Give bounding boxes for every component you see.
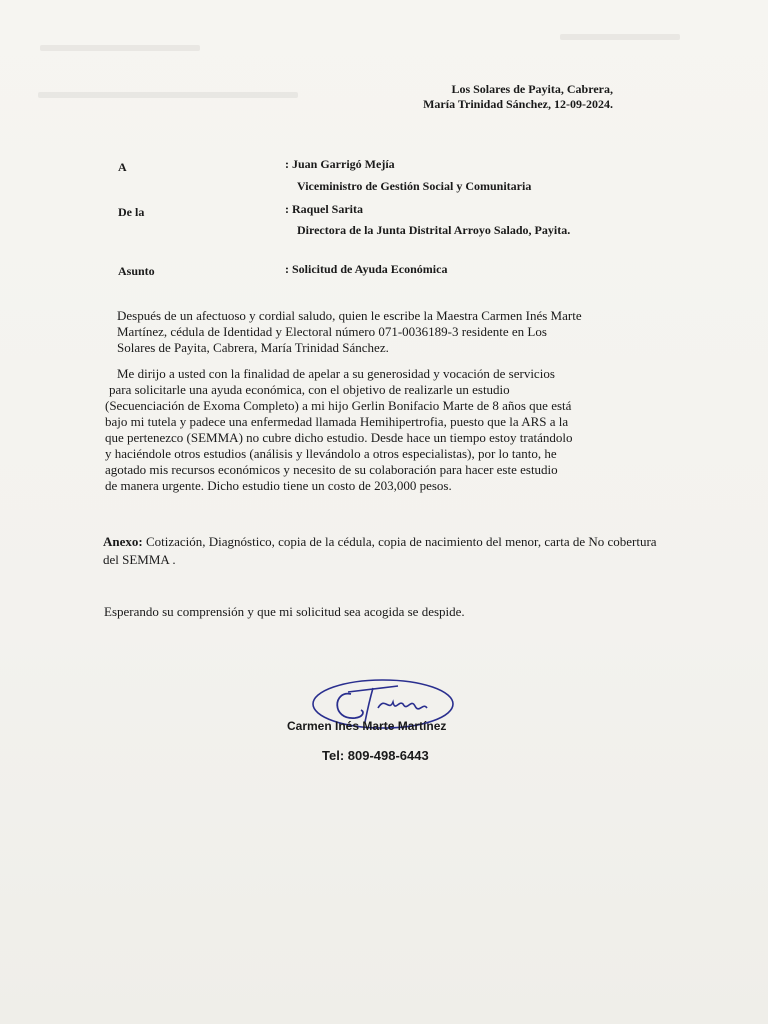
paragraph-intro <box>117 308 582 356</box>
annex-block <box>103 533 663 569</box>
subject-label: Asunto <box>118 264 155 278</box>
from-label: De la <box>118 205 145 219</box>
paragraph-line: bajo mi tutela y padece una enfermedad llamada Hemihipertrofia, puesto que la ARS a la <box>105 414 569 429</box>
paragraph-line: Martínez, cédula de Identidad y Electoral número 071-0036189-3 residente en Los <box>117 324 547 339</box>
paragraph-line: y haciéndole otros estudios (análisis y llevándolo a otros especialistas), por lo tanto, he <box>105 446 557 461</box>
signer-phone: Tel: 809-498-6443 <box>322 748 429 763</box>
annex-label: Anexo: <box>103 534 143 549</box>
to-label: A <box>118 160 127 174</box>
closing-line: Esperando su comprensión y que mi solicitud sea acogida se despide. <box>104 604 465 619</box>
paragraph-request <box>105 366 573 494</box>
subject-value: : Solicitud de Ayuda Económica <box>285 262 448 276</box>
paragraph-line: (Secuenciación de Exoma Completo) a mi hijo Gerlin Bonifacio Marte de 8 años que está <box>105 398 572 413</box>
paragraph-line: agotado mis recursos económicos y necesito de su colaboración para hacer este estudio <box>105 462 558 477</box>
from-name: : Raquel Sarita <box>285 202 363 216</box>
annex-text: Cotización, Diagnóstico, copia de la cédula, copia de nacimiento del menor, carta de No cobertura del SEMMA . <box>103 534 657 567</box>
signer-name: Carmen Inés Marte Martínez <box>287 719 447 733</box>
to-name: : Juan Garrigó Mejía <box>285 157 395 171</box>
date-line: María Trinidad Sánchez, 12-09-2024. <box>423 97 613 111</box>
paragraph-line: para solicitarle una ayuda económica, con el objetivo de realizarle un estudio <box>109 382 510 397</box>
date-block <box>423 82 613 112</box>
paragraph-line: Me dirijo a usted con la finalidad de apelar a su generosidad y vocación de servicios <box>117 366 555 381</box>
paragraph-line: Después de un afectuoso y cordial saludo, quien le escribe la Maestra Carmen Inés Marte <box>117 308 582 323</box>
place-line: Los Solares de Payita, Cabrera, <box>451 82 613 96</box>
bleed-through-mark <box>38 92 298 98</box>
paragraph-line: que pertenezco (SEMMA) no cubre dicho estudio. Desde hace un tiempo estoy tratándolo <box>105 430 573 445</box>
from-title: Directora de la Junta Distrital Arroyo Salado, Payita. <box>297 223 571 237</box>
bleed-through-mark <box>40 45 200 51</box>
paragraph-line: Solares de Payita, Cabrera, María Trinidad Sánchez. <box>117 340 389 355</box>
paragraph-line: de manera urgente. Dicho estudio tiene un costo de 203,000 pesos. <box>105 478 452 493</box>
bleed-through-mark <box>560 34 680 40</box>
to-title: Viceministro de Gestión Social y Comunitaria <box>297 179 532 193</box>
